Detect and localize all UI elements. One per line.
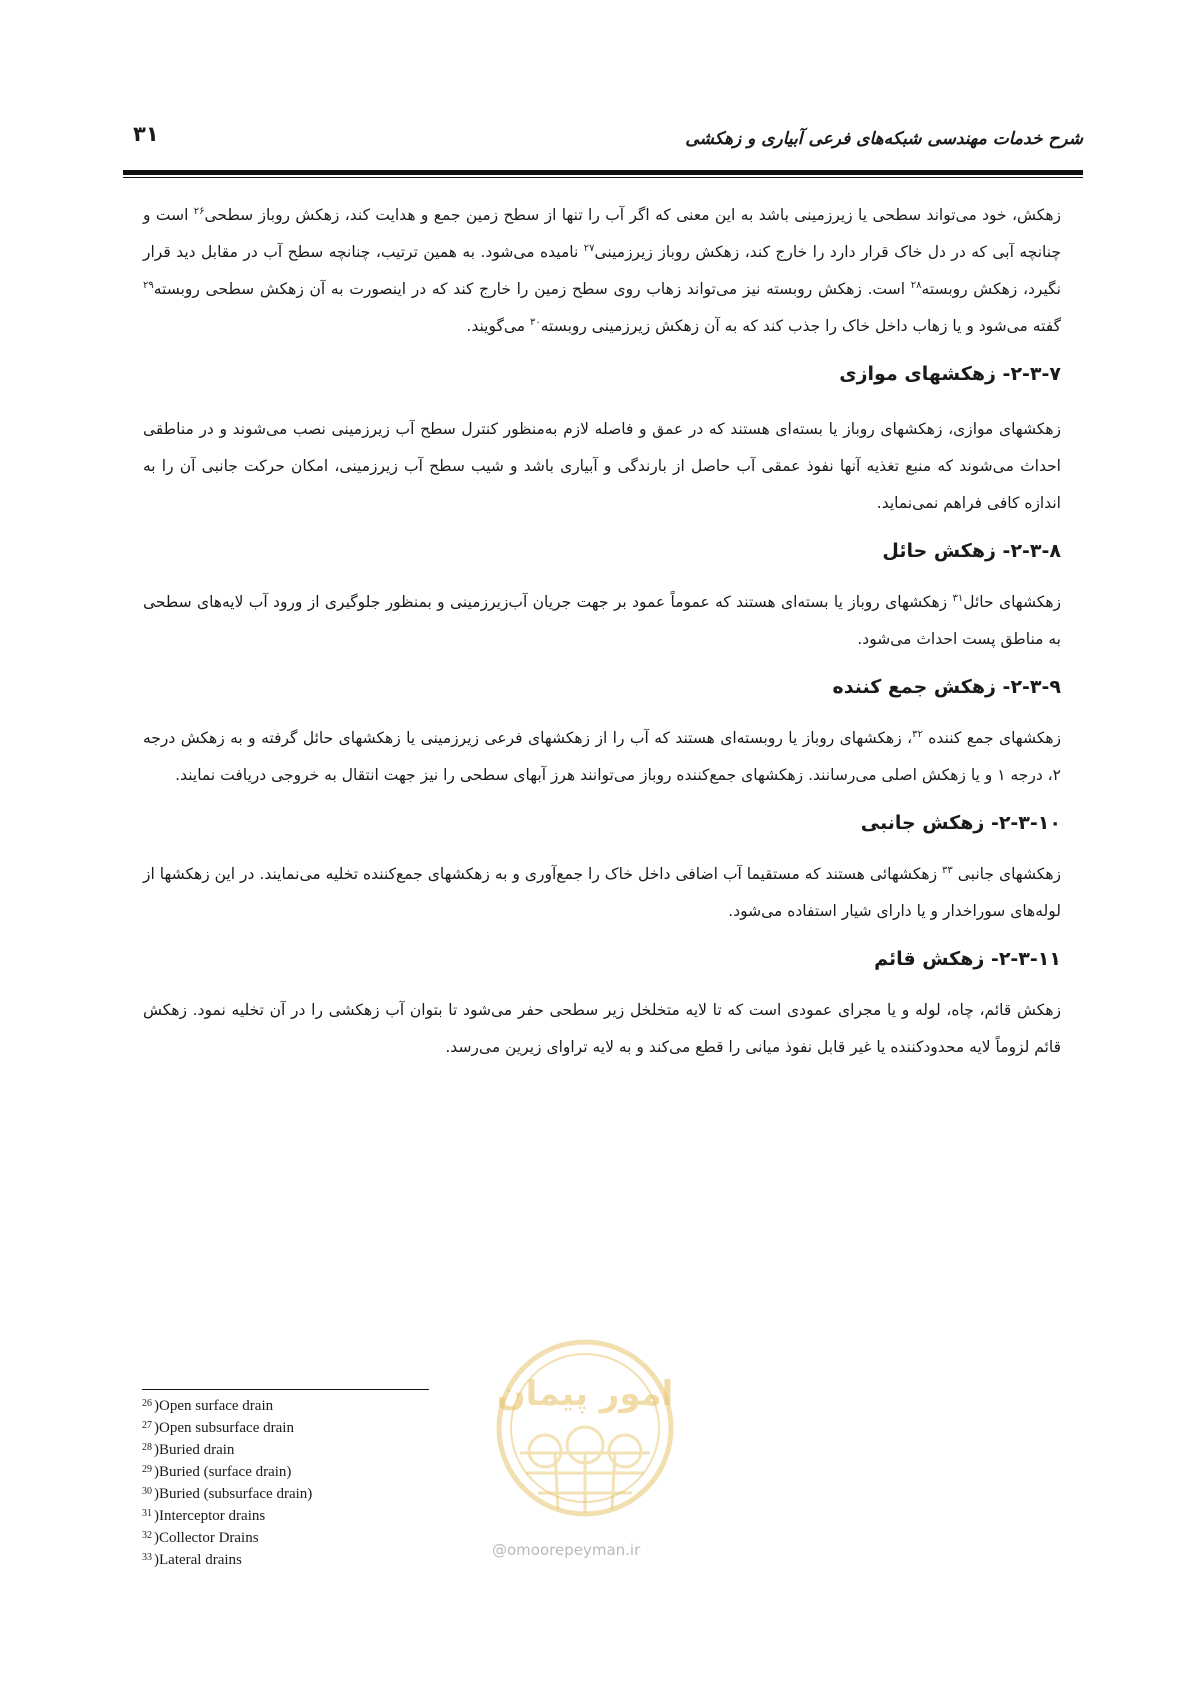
footnote: $^{27}$ )Open subsurface drain xyxy=(142,1420,294,1436)
footnote-ref: ۲۹ xyxy=(143,279,154,291)
footnote-ref: ۲۷ xyxy=(583,242,595,254)
section-heading-vertical-drain: ۲-۳-۱۱- زهکش قائم xyxy=(874,948,1061,970)
section-heading-lateral-drain: ۲-۳-۱۰- زهکش جانبی xyxy=(860,812,1061,834)
footnote: $^{31}$ )Interceptor drains xyxy=(142,1508,266,1524)
header-rule xyxy=(123,170,1083,175)
footnote-ref: ۳۳ xyxy=(942,864,953,876)
footnote-ref: ۳۱ xyxy=(952,592,964,604)
intro-paragraph: زهکش، خود می‌تواند سطحی یا زیرزمینی باشد به این معنی که اگر آب را تنها از سطح زمین جمع و هدایت کند، زهکش روباز سطحی$^{۲۶}$ است و چنانچه آبی که در دل خاک قرار دارد را خارج کند، زهکش روباز زیرزمینی$^{۲۷}$ نامیده می‌شود. به همین ترتیب، چنانچه سطح آب در مقابل دید قرار نگیرد، زهکش روبسته$^{۲۸}$ است. زهکش روبسته نیز می‌تواند زهاب روی سطح زمین را خارج کند که در اینصورت به آن زهکش سطحی روبسته$^{۲۹}$ گفته می‌شود و یا زهاب داخل خاک را جذب کند که به آن زهکش زیرزمینی روبسته$^{۳۰}$ می‌گویند. xyxy=(143,205,1061,335)
running-title: شرح خدمات مهندسی شبکه‌های فرعی آبیاری و زهکشی xyxy=(685,129,1083,149)
footnotes xyxy=(142,1394,442,1570)
section-paragraph: زهکشهای حائل$^{۳۱}$ زهکشهای روباز یا بسته‌ای هستند که عموماً عمود بر جهت جریان آب‌زیرزمینی و بمنظور جلوگیری از ورود آب لایه‌های سطحی به مناطق پست احداث می‌شود. xyxy=(143,592,1061,648)
section-paragraph: زهکش قائم، چاه، لوله و یا مجرای عمودی است که تا لایه متخلخل زیر سطحی حفر می‌شود تا بتوان آب زهکشی را در آن تخلیه نمود. زهکش قائم لزوماً لایه محدودکننده یا غیر قابل نفوذ میانی را قطع می‌کند و به لایه تراوای زیرین می‌رسد. xyxy=(143,1001,1061,1056)
footnote: $^{32}$ )Collector Drains xyxy=(142,1530,259,1546)
section-heading-interceptor-drain: ۲-۳-۸- زهکش حائل xyxy=(882,540,1061,562)
page-number: ۳۱ xyxy=(133,122,159,146)
footnote: $^{33}$ )Lateral drains xyxy=(142,1552,242,1568)
footnote-ref: ۳۰ xyxy=(530,316,541,328)
watermark-logo xyxy=(490,1333,680,1563)
footnote: $^{29}$ )Buried (surface drain) xyxy=(142,1464,292,1480)
watermark-logo-text: امور پیمان xyxy=(496,1374,674,1414)
section-paragraph: زهکشهای جانبی $^{۳۳}$ زهکشهائی هستند که مستقیما آب اضافی داخل خاک را جمع‌آوری و به زهکشهای جمع‌کننده تخلیه می‌نمایند. در این زهکشها از لوله‌های سوراخدار و یا دارای شیار استفاده می‌شود. xyxy=(143,864,1061,920)
body-text xyxy=(143,197,1061,1066)
section-paragraph: زهکشهای جمع کننده $^{۳۲}$، زهکشهای روباز یا روبسته‌ای هستند که آب را از زهکشهای فرعی زیرزمینی یا زهکشهای حائل گرفته و به زهکش درجه ۲، درجه ۱ و یا زهکش اصلی می‌رسانند. زهکشهای جمع‌کننده روباز می‌توانند هرز آبهای سطحی را نیز جهت انتقال به خروجی دریافت نمایند. xyxy=(143,728,1061,784)
footnote-ref: ۲۸ xyxy=(910,279,922,291)
header-rule-thin xyxy=(123,177,1083,178)
footnote-ref: ۲۶ xyxy=(193,205,205,217)
footnote: $^{30}$ )Buried (subsurface drain) xyxy=(142,1486,313,1502)
footnote: $^{26}$ )Open surface drain xyxy=(142,1398,274,1414)
footnote: $^{28}$ )Buried drain xyxy=(142,1442,235,1458)
section-heading-collector-drain: ۲-۳-۹- زهکش جمع کننده xyxy=(832,676,1061,698)
page-header xyxy=(123,118,1083,168)
footnote-separator xyxy=(142,1389,429,1390)
watermark-url: @omoorepeyman.ir xyxy=(492,1541,641,1559)
footnote-ref: ۳۲ xyxy=(912,728,923,740)
section-heading-parallel-drains: ۲-۳-۷- زهکشهای موازی xyxy=(839,363,1061,385)
section-paragraph: زهکشهای موازی، زهکشهای روباز یا بسته‌ای هستند که در عمق و فاصله لازم به‌منظور کنترل سطح آب زیرزمینی نصب می‌شوند و در مناطقی احداث می‌شوند که منبع تغذیه آنها نفوذ عمقی آب حاصل از بارندگی و آبیاری باشد و شیب سطح آب زیرزمینی، امکان حرکت جانبی آن را به اندازه کافی فراهم نمی‌نماید. xyxy=(143,420,1061,512)
